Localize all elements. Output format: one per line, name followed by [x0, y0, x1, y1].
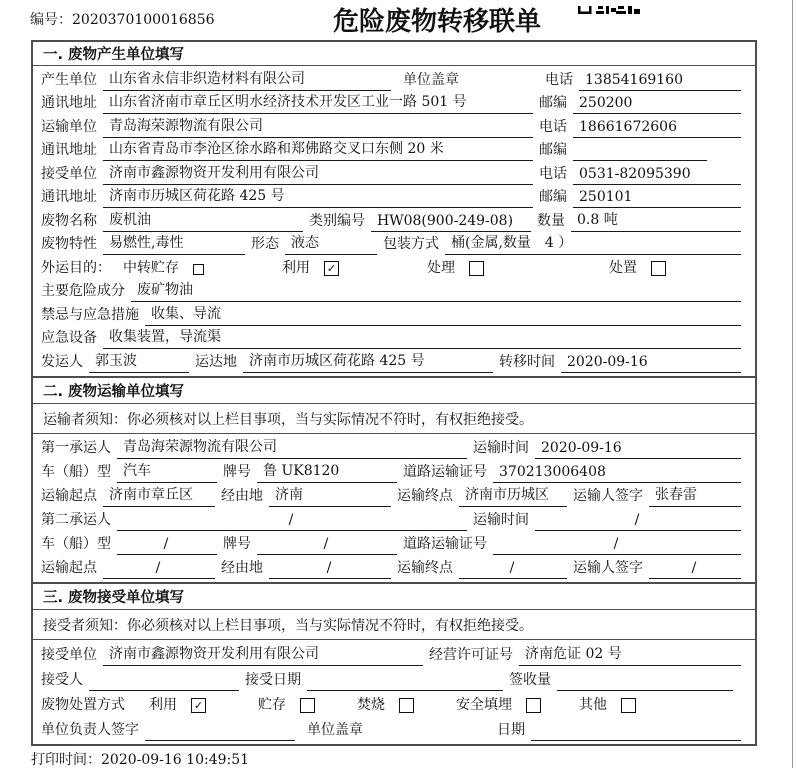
- option-utilize: [282, 257, 339, 279]
- phone-value: 13854169160: [579, 72, 741, 91]
- address-value: 山东省济南市章丘区明水经济技术开发区工业一路 501 号: [103, 91, 533, 114]
- row-emergency-equipment: [41, 326, 747, 350]
- vehicle-type-value: /: [117, 536, 217, 555]
- row-shipper: [41, 349, 747, 373]
- address-label: 通讯地址: [41, 189, 97, 206]
- endpoint-label: 运输终点: [397, 560, 453, 576]
- serial-value: 2020370100016856: [72, 12, 215, 28]
- emergency-equipment-label: 应急设备: [41, 330, 97, 347]
- row-accepting-unit: [41, 641, 747, 666]
- date-value: [531, 724, 741, 741]
- landfill-label: 安全填埋: [456, 697, 512, 713]
- hazard-components-value: 废矿物油: [131, 279, 741, 302]
- received-quantity-value: [557, 674, 733, 691]
- first-carrier-label: 第一承运人: [41, 440, 111, 456]
- row-route-2: [41, 555, 747, 579]
- second-carrier-label: 第二承运人: [41, 512, 111, 528]
- transfer-time-label: 转移时间: [499, 353, 555, 370]
- serial-label: 编号：: [30, 12, 72, 28]
- option-transit-storage: [123, 257, 204, 279]
- transit-storage-checkbox: [193, 264, 204, 275]
- carrier-signature-label: 运输人签字: [573, 488, 643, 504]
- license-number-value: 济南危证 02 号: [519, 643, 741, 666]
- other-checkbox: [621, 698, 636, 713]
- row-transport-unit: [41, 114, 747, 138]
- row-hazard-components: [41, 279, 747, 303]
- receiver-notice: 接受者须知：你必须核对以上栏目事项，当与实际情况不符时，有权拒绝接受。: [33, 610, 755, 640]
- row-waste-property: [41, 232, 747, 256]
- endpoint-value: /: [459, 560, 567, 579]
- plate-number-value: 鲁 UK8120: [257, 460, 397, 483]
- accepting-unit-label: 接受单位: [41, 647, 97, 663]
- carrier-signature-label: 运输人签字: [573, 560, 643, 576]
- origin-label: 运输起点: [41, 560, 97, 576]
- manifest-table: [31, 40, 757, 746]
- destination-label: 运达地: [195, 353, 237, 370]
- origin-value: /: [103, 560, 215, 579]
- vehicle-type-label: 车（船）型: [41, 464, 111, 480]
- road-permit-label: 道路运输证号: [403, 464, 487, 480]
- row-emergency-measures: [41, 302, 747, 326]
- transport-time-label: 运输时间: [473, 512, 529, 528]
- hazard-components-label: 主要危险成分: [41, 283, 125, 300]
- row-vehicle-type-2: [41, 531, 747, 555]
- origin-value: 济南市章丘区: [103, 484, 215, 507]
- emergency-equipment-value: 收集装置，导流渠: [103, 326, 741, 349]
- print-time-label: 打印时间：: [31, 752, 101, 768]
- producer-unit-value: 山东省永信非织造材料有限公司: [103, 68, 391, 91]
- responsible-signature-value: [145, 724, 295, 741]
- row-receiver-address: [41, 185, 747, 209]
- packaging-label: 包装方式: [383, 236, 439, 253]
- waste-property-label: 废物特性: [41, 236, 97, 253]
- unit-seal-label: 单位盖章: [307, 722, 363, 738]
- section-1-body: [33, 66, 755, 376]
- unit-seal-label: 单位盖章: [403, 71, 459, 88]
- section-3-header: 三. 废物接受单位填写: [33, 582, 755, 610]
- second-carrier-value: /: [117, 512, 467, 531]
- first-carrier-value: 青岛海荣源物流有限公司: [117, 436, 467, 459]
- waste-name-label: 废物名称: [41, 212, 97, 229]
- row-waste-name: [41, 208, 747, 232]
- row-first-carrier: [41, 435, 747, 459]
- incinerate-checkbox: [399, 698, 414, 713]
- received-quantity-label: 签收量: [509, 672, 551, 688]
- utilize-label: 利用: [149, 697, 177, 713]
- phone-value: 0531-82095390: [573, 166, 741, 185]
- address-label: 通讯地址: [41, 95, 97, 112]
- transport-time-value: /: [535, 512, 741, 531]
- transport-time-label: 运输时间: [473, 440, 529, 456]
- treat-checkbox: [469, 261, 484, 276]
- row-second-carrier: [41, 507, 747, 531]
- option-other: [579, 694, 636, 716]
- row-vehicle-type-1: [41, 459, 747, 483]
- zip-label: 邮编: [539, 95, 567, 112]
- accept-date-label: 接受日期: [245, 672, 301, 688]
- transport-time-value: 2020-09-16: [535, 440, 741, 459]
- utilize-label: 利用: [282, 259, 310, 276]
- utilize-checkbox-checked: ✓: [324, 261, 339, 276]
- via-label: 经由地: [221, 560, 263, 576]
- row-transfer-purpose: [41, 255, 747, 279]
- phone-label: 电话: [545, 71, 573, 88]
- road-permit-label: 道路运输证号: [403, 536, 487, 552]
- quantity-label: 数量: [537, 212, 565, 229]
- row-responsible-signature: [41, 716, 747, 741]
- via-value: 济南: [269, 484, 391, 507]
- endpoint-value: 济南市历城区: [459, 484, 567, 507]
- store-checkbox: [300, 698, 315, 713]
- phone-label: 电话: [539, 165, 567, 182]
- via-value: /: [269, 560, 391, 579]
- plate-number-label: 牌号: [223, 536, 251, 552]
- incinerate-label: 焚烧: [357, 697, 385, 713]
- section-1-header: 一. 废物产生单位填写: [33, 42, 755, 66]
- disposal-method-label: 废物处置方式: [41, 697, 125, 713]
- shipper-label: 发运人: [41, 353, 83, 370]
- waste-name-value: 废机油: [103, 209, 303, 232]
- shipper-value: 郭玉波: [89, 350, 189, 373]
- receiver-unit-label: 接受单位: [41, 165, 97, 182]
- option-treat: [427, 257, 484, 279]
- phone-label: 电话: [539, 118, 567, 135]
- utilize-checkbox-checked: ✓: [191, 698, 206, 713]
- section-3-body: [33, 640, 755, 744]
- zip-value: 250101: [573, 189, 741, 208]
- carrier-notice: 运输者须知：你必须核对以上栏目事项，当与实际情况不符时，有权拒绝接受。: [33, 404, 755, 434]
- acceptor-label: 接受人: [41, 672, 83, 688]
- phone-value: 18661672606: [573, 119, 741, 138]
- section-2-header: 二. 废物运输单位填写: [33, 376, 755, 404]
- acceptor-value: [89, 674, 239, 691]
- other-label: 其他: [579, 697, 607, 713]
- option-incinerate: [357, 694, 414, 716]
- category-code-value: HW08(900-249-08): [371, 213, 531, 232]
- row-disposal-method: [41, 691, 747, 716]
- section-2-body: [33, 434, 755, 582]
- date-label: 日期: [497, 722, 525, 738]
- transport-unit-value: 青岛海荣源物流有限公司: [103, 115, 533, 138]
- print-time: [31, 749, 249, 769]
- row-producer-unit: [41, 67, 747, 91]
- row-producer-address: [41, 91, 747, 115]
- producer-unit-label: 产生单位: [41, 71, 97, 88]
- receiver-unit-value: 济南市鑫源物资开发利用有限公司: [103, 162, 533, 185]
- print-time-value: 2020-09-16 10:49:51: [101, 752, 250, 768]
- address-value: 济南市历城区荷花路 425 号: [103, 185, 533, 208]
- serial-number: [30, 9, 215, 29]
- option-landfill: [456, 694, 541, 716]
- packaging-value: 桶(金属,数量 4 ）: [445, 232, 741, 255]
- qr-code-icon: [578, 0, 640, 19]
- road-permit-value: /: [493, 536, 741, 555]
- address-label: 通讯地址: [41, 142, 97, 159]
- option-utilize: [149, 694, 206, 716]
- row-route-1: [41, 483, 747, 507]
- transit-storage-label: 中转贮存: [123, 259, 179, 276]
- plate-number-label: 牌号: [223, 464, 251, 480]
- via-label: 经由地: [221, 488, 263, 504]
- road-permit-value: 370213006408: [493, 464, 741, 483]
- zip-value: 250200: [573, 95, 741, 114]
- zip-label: 邮编: [539, 189, 567, 206]
- quantity-value: 0.8 吨: [571, 209, 741, 232]
- address-value: 山东省青岛市李沧区徐水路和郑佛路交叉口东侧 20 米: [103, 138, 533, 161]
- carrier-signature-value: 张春雷: [649, 484, 741, 507]
- zip-value: [573, 144, 707, 161]
- carrier-signature-value: /: [649, 560, 741, 579]
- waste-property-value: 易燃性,毒性: [103, 232, 245, 255]
- zip-label: 邮编: [539, 142, 567, 159]
- treat-label: 处理: [427, 259, 455, 276]
- form-title: 危险废物转移联单: [333, 7, 542, 37]
- plate-number-value: /: [257, 536, 397, 555]
- accepting-unit-value: 济南市鑫源物资开发利用有限公司: [103, 643, 423, 666]
- license-number-label: 经营许可证号: [429, 647, 513, 663]
- transport-unit-label: 运输单位: [41, 118, 97, 135]
- store-label: 贮存: [258, 697, 286, 713]
- row-acceptor: [41, 666, 747, 691]
- option-dispose: [609, 257, 666, 279]
- dispose-label: 处置: [609, 259, 637, 276]
- destination-value: 济南市历城区荷花路 425 号: [243, 350, 493, 373]
- dispose-checkbox: [651, 261, 666, 276]
- vehicle-type-value: 汽车: [117, 460, 217, 483]
- emergency-measures-value: 收集、导流: [145, 303, 741, 326]
- category-code-label: 类别编号: [309, 212, 365, 229]
- emergency-measures-label: 禁忌与应急措施: [41, 306, 139, 323]
- row-transport-address: [41, 138, 747, 162]
- transfer-purpose-label: 外运目的：: [41, 259, 111, 276]
- landfill-checkbox: [526, 698, 541, 713]
- transfer-time-value: 2020-09-16: [561, 354, 741, 373]
- vehicle-type-label: 车（船）型: [41, 536, 111, 552]
- option-store: [258, 694, 315, 716]
- accept-date-value: [307, 674, 503, 691]
- endpoint-label: 运输终点: [397, 488, 453, 504]
- responsible-signature-label: 单位负责人签字: [41, 722, 139, 738]
- origin-label: 运输起点: [41, 488, 97, 504]
- row-receiver-unit: [41, 161, 747, 185]
- form-state-value: 液态: [285, 232, 377, 255]
- page-right-edge: [792, 0, 793, 768]
- form-state-label: 形态: [251, 236, 279, 253]
